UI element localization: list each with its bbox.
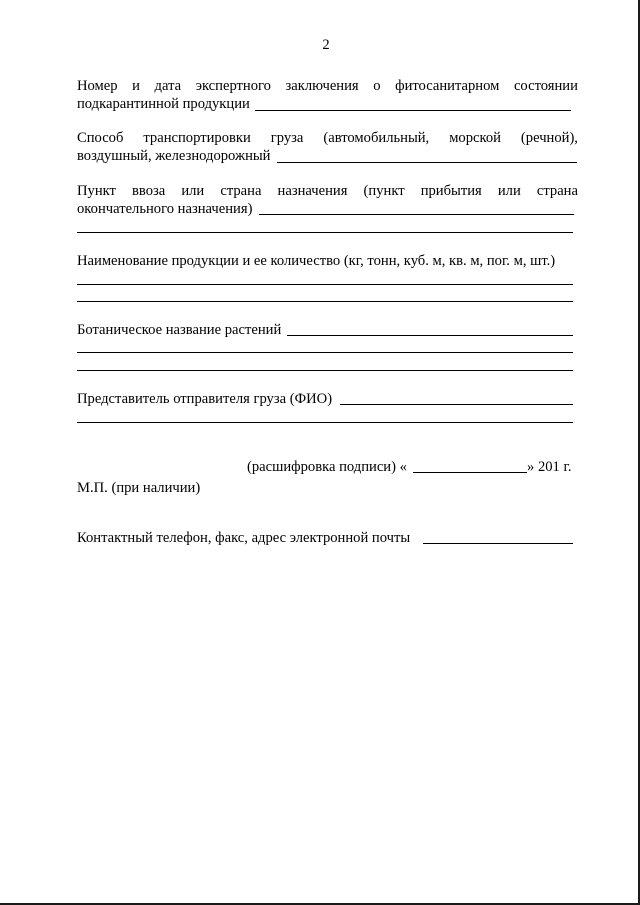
signature-decoding-label: (расшифровка подписи) «	[247, 459, 407, 475]
transport-label-line2: воздушный, железнодорожный	[77, 148, 271, 164]
expert-conclusion-field[interactable]	[255, 110, 571, 111]
entry-point-label-line2: окончательного назначения)	[77, 201, 253, 217]
entry-point-field[interactable]	[259, 214, 574, 215]
signature-date-field[interactable]	[413, 472, 527, 473]
representative-label: Представитель отправителя груза (ФИО)	[77, 391, 333, 407]
expert-conclusion-label-line1: Номер и дата экспертного заключения о фитосанитарном состоянии	[77, 78, 578, 94]
botanical-name-field[interactable]	[287, 335, 573, 336]
signature-date-suffix: » 201 г.	[527, 459, 572, 475]
transport-field[interactable]	[277, 162, 577, 163]
botanical-name-field-2[interactable]	[77, 352, 573, 353]
stamp-label: М.П. (при наличии)	[77, 480, 201, 496]
contacts-field[interactable]	[423, 543, 573, 544]
representative-field-2[interactable]	[77, 422, 573, 423]
botanical-name-field-3[interactable]	[77, 370, 573, 371]
transport-label-line1: Способ транспортировки груза (автомобильный, морской (речной),	[77, 130, 578, 146]
page-number: 2	[322, 37, 330, 53]
contacts-label: Контактный телефон, факс, адрес электронной почты	[77, 530, 411, 546]
expert-conclusion-label-line2: подкарантинной продукции	[77, 96, 250, 112]
product-name-field-1[interactable]	[77, 284, 573, 285]
product-name-field-2[interactable]	[77, 301, 573, 302]
entry-point-field-extra[interactable]	[77, 232, 573, 233]
representative-field[interactable]	[340, 404, 573, 405]
botanical-name-label: Ботаническое название растений	[77, 322, 282, 338]
entry-point-label-line1: Пункт ввоза или страна назначения (пункт прибытия или страна	[77, 183, 578, 199]
product-name-label: Наименование продукции и ее количество (кг, тонн, куб. м, кв. м, пог. м, шт.)	[77, 253, 556, 269]
